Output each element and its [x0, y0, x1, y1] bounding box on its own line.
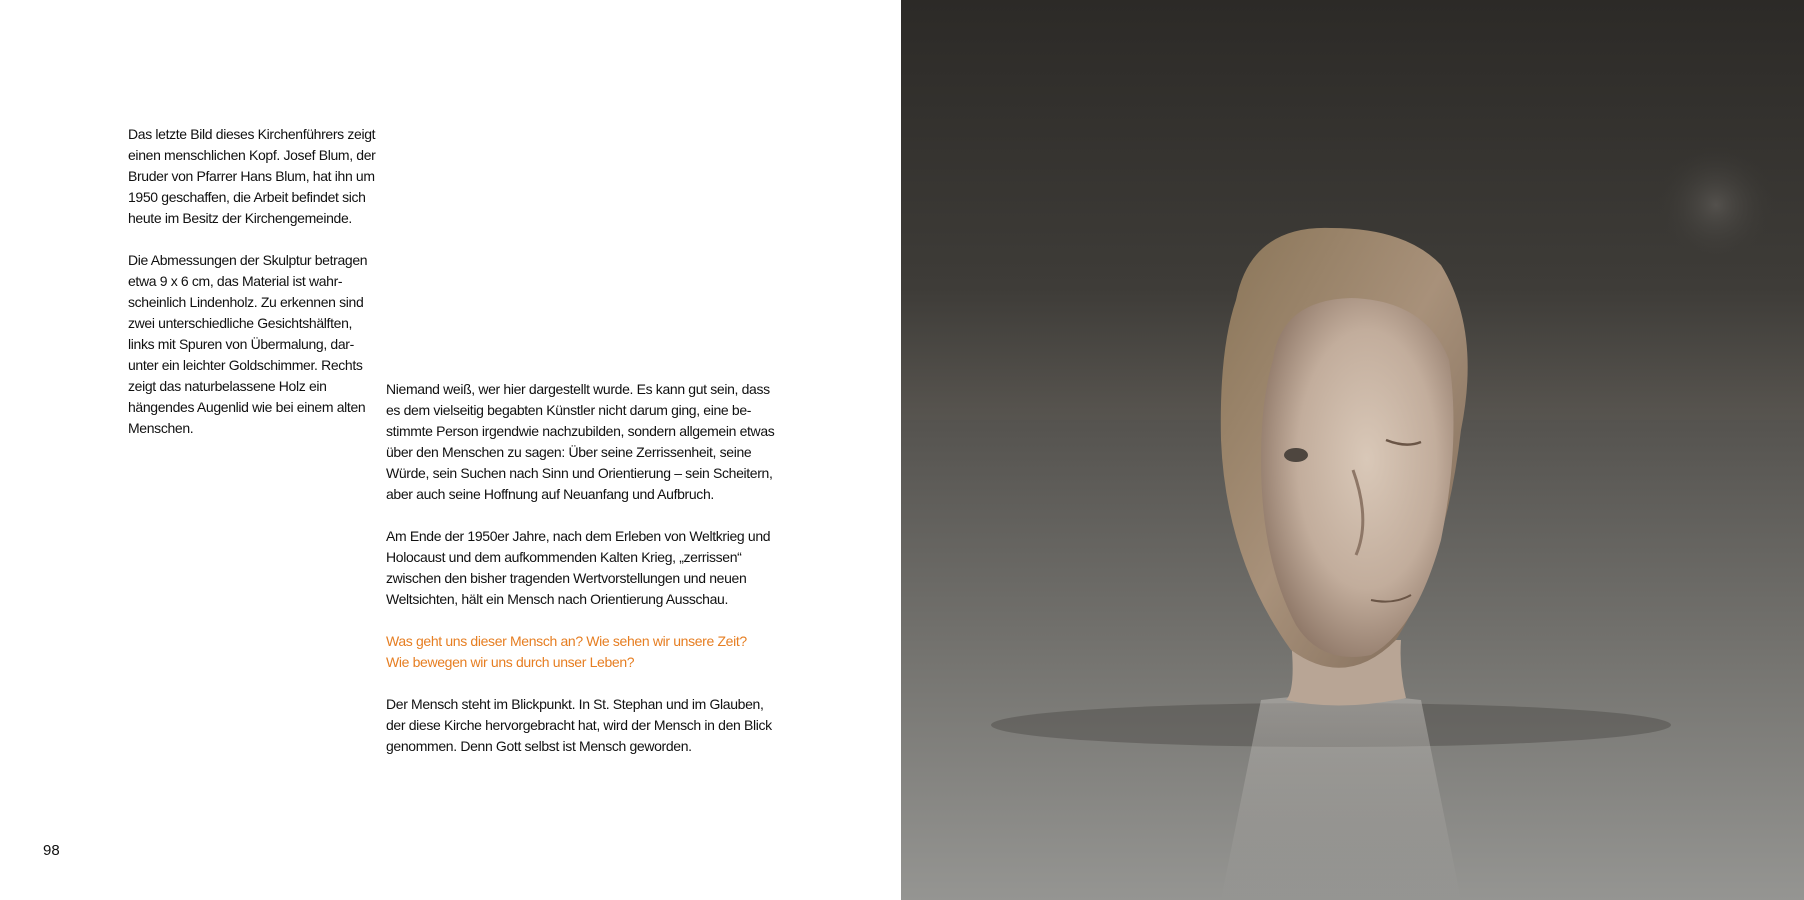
text-column-right [386, 379, 786, 778]
context-paragraph: Am Ende der 1950er Jahre, nach dem Erleben von Weltkrieg und Holocaust und dem aufkommenden Kalten Krieg, „zerrissen“ zwischen den bisher tragenden Wertvorstellungen und neuen Weltsichten, hält ein Mensch nach Orientierung Ausschau. [386, 528, 771, 607]
question-line-2: Wie bewegen wir uns durch unser Leben? [386, 654, 635, 670]
sculpture-photo [901, 0, 1804, 900]
interpretation-paragraph: Niemand weiß, wer hier dargestellt wurde. Es kann gut sein, dass es dem vielseitig begabten Künstler nicht darum ging, eine be-stimmte Person irgendwie nachzubilden, sondern allgemein etwas über den Menschen zu sagen: Über seine Zerrissenheit, seine Würde, sein Suchen nach Sinn und Orientierung – sein Scheitern, aber auch seine Hoffnung auf Neuanfang und Aufbruch. [386, 381, 775, 502]
page-number: 98 [43, 842, 60, 859]
question-line-1: Was geht uns dieser Mensch an? Wie sehen wir unsere Zeit? [386, 633, 747, 649]
intro-paragraph: Das letzte Bild dieses Kirchenführers zeigt einen menschlichen Kopf. Josef Blum, der Bruder von Pfarrer Hans Blum, hat ihn um 1950 geschaffen, die Arbeit befindet sich heute im Besitz der Kirchengemeinde. [128, 126, 376, 226]
left-page [0, 0, 901, 900]
highlighted-questions [386, 631, 786, 673]
closing-paragraph: Der Mensch steht im Blickpunkt. In St. Stephan und im Glauben, der diese Kirche hervorgebracht hat, wird der Mensch in den Blick genommen. Denn Gott selbst ist Mensch geworden. [386, 696, 772, 754]
dimensions-paragraph: Die Abmessungen der Skulptur betragen etwa 9 x 6 cm, das Material ist wahr-scheinlich Lindenholz. Zu erkennen sind zwei unterschiedliche Gesichtshälften, links mit Spuren von Übermalung, dar-unter ein leichter Goldschimmer. Rechts zeigt das naturbelassene Holz ein hängendes Augenlid wie bei einem alten Menschen. [128, 252, 368, 436]
carved-head-illustration [901, 0, 1804, 900]
text-column-left [128, 124, 378, 460]
